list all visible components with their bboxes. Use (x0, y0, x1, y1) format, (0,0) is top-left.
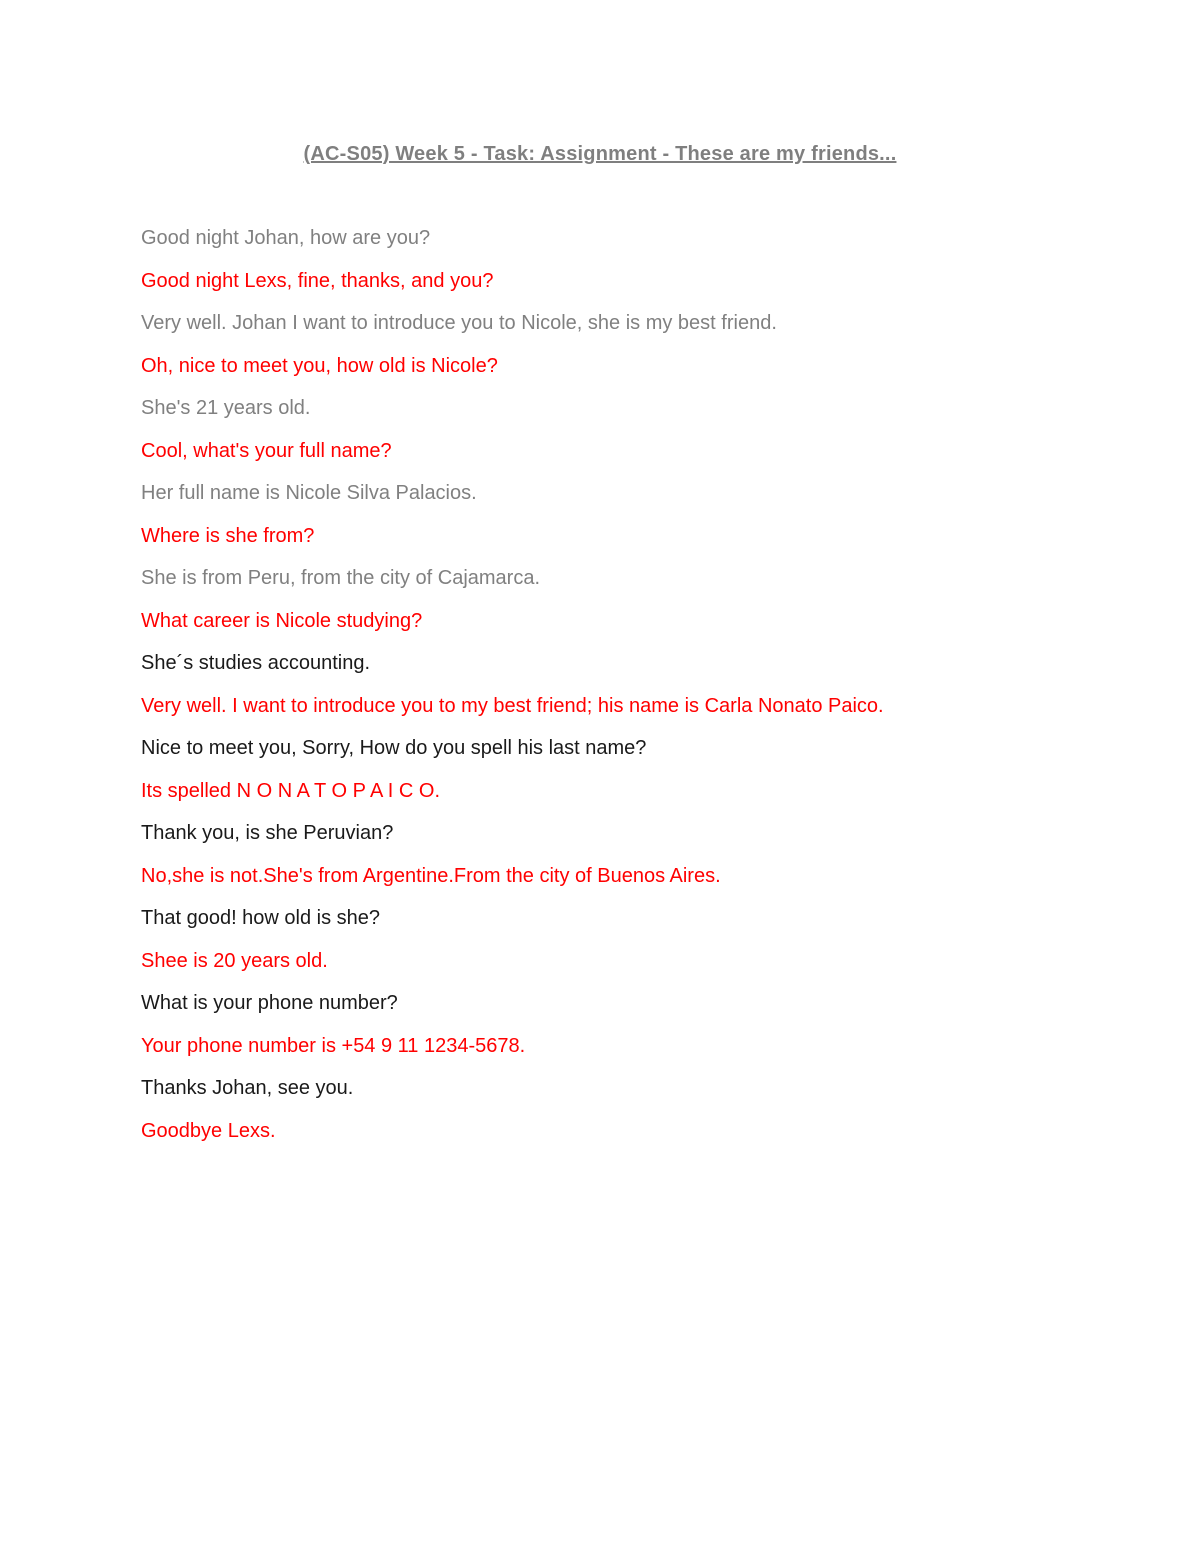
dialogue-line: Her full name is Nicole Silva Palacios. (141, 482, 477, 504)
dialogue-line: She is from Peru, from the city of Cajamarca. (141, 567, 541, 589)
dialogue-line: She´s studies accounting. (141, 652, 371, 674)
dialogue-line: Where is she from? (141, 524, 315, 547)
dialogue-line: No,she is not.She's from Argentine.From the city of Buenos Aires. (141, 864, 721, 887)
dialogue-line: Very well. Johan I want to introduce you to Nicole, she is my best friend. (141, 312, 777, 334)
dialogue-line: Thank you, is she Peruvian? (141, 822, 394, 844)
dialogue-line: Cool, what's your full name? (141, 439, 392, 462)
dialogue-line: Very well. I want to introduce you to my best friend; his name is Carla Nonato Paico. (141, 694, 884, 717)
dialogue-line: Good night Johan, how are you? (141, 227, 431, 249)
dialogue-line: Oh, nice to meet you, how old is Nicole? (141, 354, 498, 377)
dialogue-line: Goodbye Lexs. (141, 1119, 276, 1142)
document-title: (AC-S05) Week 5 - Task: Assignment - These are my friends... (303, 143, 897, 165)
dialogue-line: Your phone number is +54 9 11 1234-5678. (141, 1034, 526, 1057)
dialogue-line: She's 21 years old. (141, 397, 311, 419)
dialogue-line: Shee is 20 years old. (141, 949, 328, 972)
dialogue-line: Good night Lexs, fine, thanks, and you? (141, 269, 494, 292)
dialogue-line: What career is Nicole studying? (141, 609, 423, 632)
dialogue-line: Its spelled N O N A T O P A I C O. (141, 779, 441, 802)
dialogue-line: Nice to meet you, Sorry, How do you spell his last name? (141, 737, 647, 759)
dialogue-list (141, 224, 1141, 1159)
dialogue-line: What is your phone number? (141, 992, 398, 1014)
dialogue-line: That good! how old is she? (141, 907, 381, 929)
dialogue-line: Thanks Johan, see you. (141, 1077, 354, 1099)
